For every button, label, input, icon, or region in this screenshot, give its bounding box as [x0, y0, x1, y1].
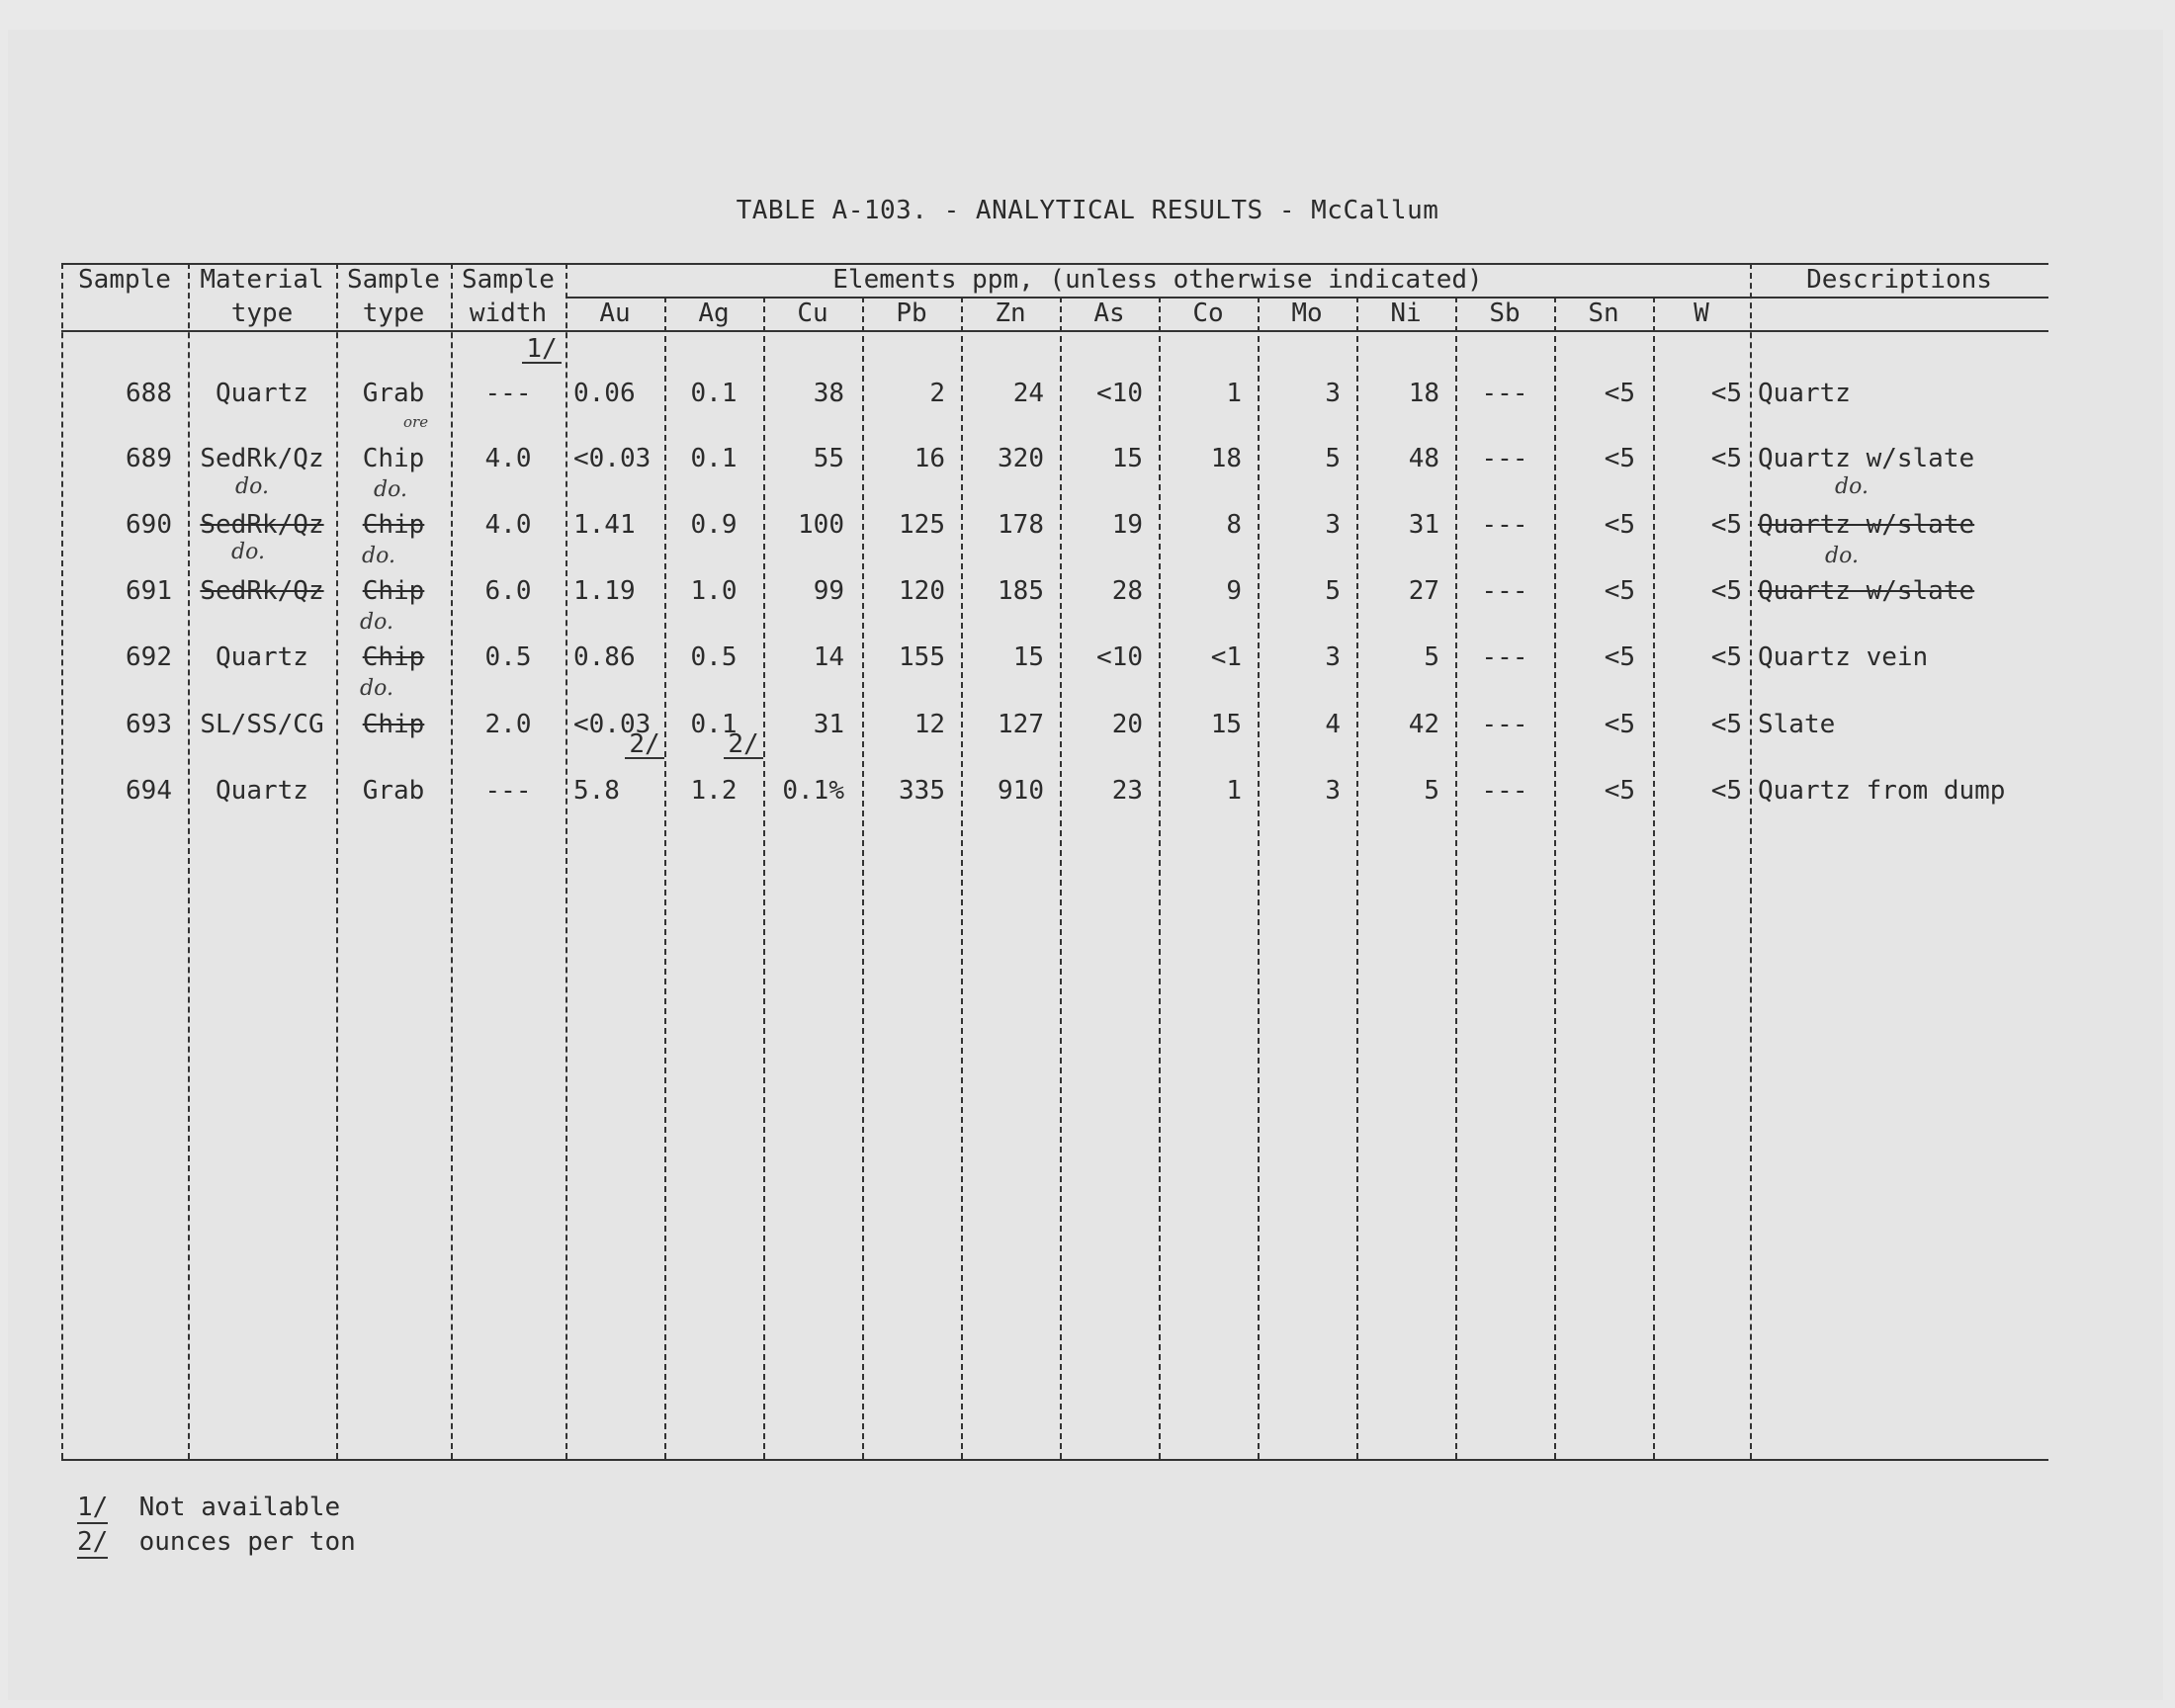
cell-ag: 1.0: [690, 576, 738, 606]
cell-au: <0.03: [573, 444, 652, 473]
cell-sn: <5: [1604, 444, 1635, 473]
header-element-as: As: [1093, 299, 1125, 328]
cell-ni: 31: [1408, 510, 1439, 540]
cell-cu: 55: [813, 444, 844, 473]
cell-ag: 0.5: [690, 642, 738, 672]
header-element-ni: Ni: [1390, 299, 1422, 328]
footnote-text: Not available: [138, 1493, 341, 1522]
cell-co: 15: [1210, 710, 1242, 739]
header-material: Material: [200, 265, 324, 295]
cell-w: <5: [1710, 444, 1742, 473]
cell-co: 8: [1226, 510, 1242, 540]
cell-au: 0.06: [573, 379, 636, 408]
header-element-pb: Pb: [896, 299, 927, 328]
cell-pb: 12: [914, 710, 945, 739]
cell-au: 0.86: [573, 642, 636, 672]
table-title: TABLE A-103. - ANALYTICAL RESULTS - McCallum: [736, 196, 1439, 225]
cell-ag: 0.1: [690, 710, 738, 739]
table-bottom-rule: [61, 1459, 2048, 1461]
cell-type: Grab: [362, 379, 425, 408]
cell-type: Chip: [362, 444, 425, 473]
cell-pb: 2: [929, 379, 945, 408]
header-element-mo: Mo: [1291, 299, 1323, 328]
cell-zn: 15: [1012, 642, 1044, 672]
cell-type: Chip: [362, 710, 425, 739]
header-element-cu: Cu: [797, 299, 828, 328]
cell-mo: 3: [1325, 379, 1341, 408]
cell-mo: 3: [1325, 510, 1341, 540]
cell-ni: 5: [1424, 776, 1439, 806]
cell-pb: 155: [899, 642, 945, 672]
cell-material: SedRk/Qz: [200, 576, 324, 606]
footnote-mark: 1/: [77, 1493, 109, 1522]
cell-sample: 691: [126, 576, 172, 606]
cell-ni: 27: [1408, 576, 1439, 606]
cell-mo: 3: [1325, 776, 1341, 806]
cell-mo: 3: [1325, 642, 1341, 672]
header-element-sn: Sn: [1588, 299, 1619, 328]
cell-sample: 693: [126, 710, 172, 739]
cell-sample: 694: [126, 776, 172, 806]
cell-ni: 5: [1424, 642, 1439, 672]
cell-sb: ---: [1481, 576, 1528, 606]
column-separator: [61, 263, 63, 1459]
header-descriptions: Descriptions: [1806, 265, 1992, 295]
header-element-sb: Sb: [1489, 299, 1521, 328]
cell-au: 5.8: [573, 776, 620, 806]
column-separator: [188, 263, 190, 1459]
cell-mo: 5: [1325, 576, 1341, 606]
cell-sn: <5: [1604, 710, 1635, 739]
ore-annotation: ore: [403, 413, 429, 431]
cell-as: 19: [1111, 510, 1143, 540]
column-separator: [566, 263, 567, 1459]
footnote-mark: 2/: [77, 1527, 109, 1557]
cell-w: <5: [1710, 510, 1742, 540]
cell-as: 28: [1111, 576, 1143, 606]
cell-material: Quartz: [216, 379, 308, 408]
cell-ni: 18: [1408, 379, 1439, 408]
header-mid-rule-desc: [1750, 297, 2048, 299]
ditto-annotation: do.: [231, 540, 265, 564]
cell-w: <5: [1710, 379, 1742, 408]
cell-sb: ---: [1481, 444, 1528, 473]
cell-w: <5: [1710, 710, 1742, 739]
cell-desc: Quartz w/slate: [1758, 510, 1975, 540]
cell-cu: 31: [813, 710, 844, 739]
cell-sample: 689: [126, 444, 172, 473]
cell-width: ---: [484, 776, 532, 806]
cell-pb: 335: [899, 776, 945, 806]
header-element-ag: Ag: [698, 299, 730, 328]
header-element-co: Co: [1192, 299, 1224, 328]
ditto-annotation: do.: [360, 676, 393, 701]
cell-material: Quartz: [216, 642, 308, 672]
cell-co: 1: [1226, 379, 1242, 408]
cell-cu: 38: [813, 379, 844, 408]
cell-width: 6.0: [484, 576, 532, 606]
cell-ag: 0.1: [690, 379, 738, 408]
cell-cu: 100: [798, 510, 844, 540]
cell-width: 4.0: [484, 444, 532, 473]
footnote-text: ounces per ton: [138, 1527, 356, 1557]
cell-sample: 692: [126, 642, 172, 672]
header-sample-width-2: width: [469, 299, 548, 328]
ditto-annotation: do.: [1835, 474, 1869, 499]
header-elements-group: Elements ppm, (unless otherwise indicated): [832, 265, 1483, 295]
footnote-mark-width: 1/: [522, 336, 562, 364]
cell-co: <1: [1210, 642, 1242, 672]
cell-cu: 99: [813, 576, 844, 606]
cell-sample: 688: [126, 379, 172, 408]
ditto-annotation: do.: [360, 610, 393, 635]
cell-as: 15: [1111, 444, 1143, 473]
footnote-mark-ag: 2/: [724, 731, 763, 759]
header-sample-type: Sample: [347, 265, 440, 295]
cell-ni: 48: [1408, 444, 1439, 473]
cell-width: 4.0: [484, 510, 532, 540]
cell-type: Chip: [362, 510, 425, 540]
cell-zn: 185: [998, 576, 1044, 606]
cell-sb: ---: [1481, 510, 1528, 540]
cell-as: 20: [1111, 710, 1143, 739]
cell-as: <10: [1096, 642, 1143, 672]
header-sample-type-2: type: [362, 299, 425, 328]
cell-sb: ---: [1481, 379, 1528, 408]
cell-pb: 120: [899, 576, 945, 606]
footnote: [77, 1527, 356, 1557]
cell-desc: Slate: [1758, 710, 1836, 739]
cell-sb: ---: [1481, 710, 1528, 739]
cell-width: 2.0: [484, 710, 532, 739]
cell-ag: 0.9: [690, 510, 738, 540]
header-sample-width: Sample: [462, 265, 555, 295]
cell-desc: Quartz vein: [1758, 642, 1929, 672]
cell-type: Chip: [362, 642, 425, 672]
footnote-mark-au: 2/: [625, 731, 664, 759]
cell-desc: Quartz: [1758, 379, 1851, 408]
cell-width: 0.5: [484, 642, 532, 672]
header-element-w: W: [1694, 299, 1709, 328]
cell-pb: 16: [914, 444, 945, 473]
header-material-2: type: [230, 299, 294, 328]
cell-pb: 125: [899, 510, 945, 540]
cell-cu: 0.1%: [782, 776, 844, 806]
cell-sn: <5: [1604, 776, 1635, 806]
cell-mo: 5: [1325, 444, 1341, 473]
column-separator: [1750, 263, 1752, 1459]
cell-au: 1.19: [573, 576, 636, 606]
cell-material: SedRk/Qz: [200, 444, 324, 473]
cell-au: 1.41: [573, 510, 636, 540]
cell-zn: 320: [998, 444, 1044, 473]
ditto-annotation: do.: [362, 544, 395, 568]
cell-ag: 0.1: [690, 444, 738, 473]
header-sample: Sample: [78, 265, 171, 295]
cell-w: <5: [1710, 576, 1742, 606]
cell-as: 23: [1111, 776, 1143, 806]
cell-zn: 178: [998, 510, 1044, 540]
cell-material: SedRk/Qz: [200, 510, 324, 540]
cell-material: SL/SS/CG: [200, 710, 324, 739]
footnote: [77, 1493, 340, 1522]
cell-sn: <5: [1604, 379, 1635, 408]
cell-width: ---: [484, 379, 532, 408]
cell-cu: 14: [813, 642, 844, 672]
cell-au: <0.03: [573, 710, 652, 739]
ditto-annotation: do.: [235, 474, 269, 499]
header-element-au: Au: [599, 299, 631, 328]
cell-zn: 127: [998, 710, 1044, 739]
ditto-annotation: do.: [374, 477, 407, 502]
cell-ni: 42: [1408, 710, 1439, 739]
cell-co: 9: [1226, 576, 1242, 606]
cell-sb: ---: [1481, 776, 1528, 806]
cell-desc: Quartz w/slate: [1758, 444, 1975, 473]
cell-w: <5: [1710, 776, 1742, 806]
cell-desc: Quartz from dump: [1758, 776, 2006, 806]
cell-co: 18: [1210, 444, 1242, 473]
cell-sn: <5: [1604, 642, 1635, 672]
cell-co: 1: [1226, 776, 1242, 806]
cell-sb: ---: [1481, 642, 1528, 672]
cell-sample: 690: [126, 510, 172, 540]
cell-material: Quartz: [216, 776, 308, 806]
cell-mo: 4: [1325, 710, 1341, 739]
cell-ag: 1.2: [690, 776, 738, 806]
cell-w: <5: [1710, 642, 1742, 672]
cell-desc: Quartz w/slate: [1758, 576, 1975, 606]
cell-sn: <5: [1604, 510, 1635, 540]
cell-type: Chip: [362, 576, 425, 606]
cell-sn: <5: [1604, 576, 1635, 606]
cell-zn: 910: [998, 776, 1044, 806]
ditto-annotation: do.: [1825, 544, 1859, 568]
cell-type: Grab: [362, 776, 425, 806]
cell-zn: 24: [1012, 379, 1044, 408]
column-separator: [336, 263, 338, 1459]
cell-as: <10: [1096, 379, 1143, 408]
header-element-zn: Zn: [995, 299, 1026, 328]
column-separator: [451, 263, 453, 1459]
